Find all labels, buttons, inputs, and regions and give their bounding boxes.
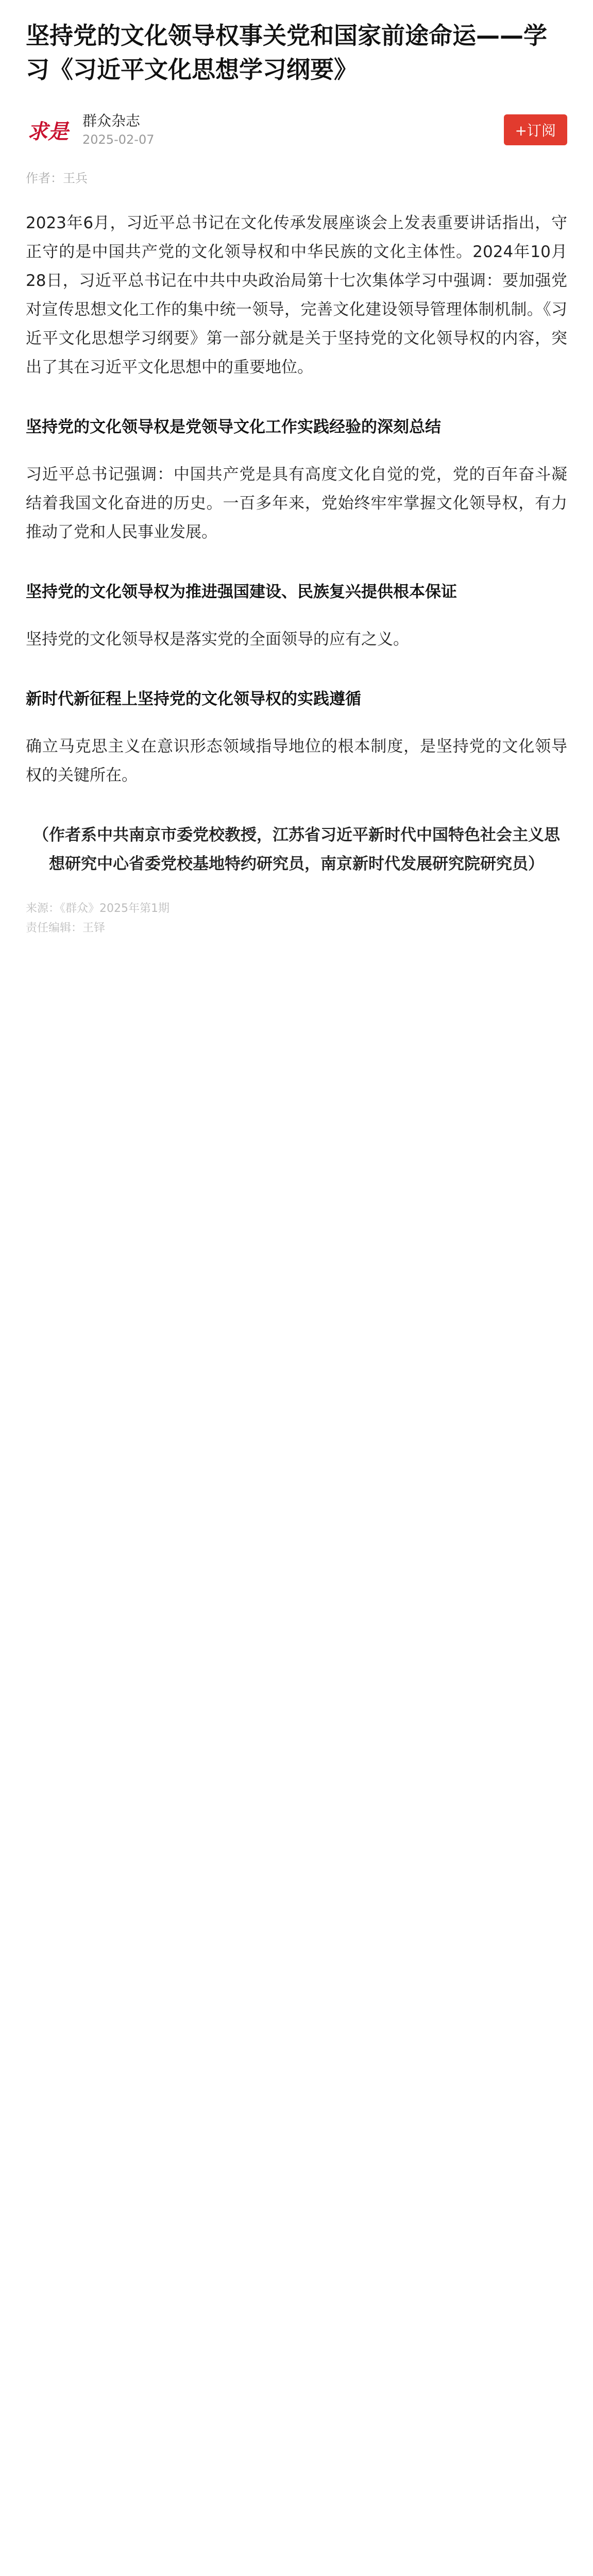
publisher-logo-icon: 求是 (27, 119, 69, 144)
paragraph: 2023年6月，习近平总书记在文化传承发展座谈会上发表重要讲话指出，守正守的是中国共产党的文化领导权和中华民族的文化主体性。2024年10月28日，习近平总书记在中共中央政治局第十七次集体学习中强调：要加强党对宣传思想文化工作的集中统一领导，完善文化建设领导管理体制机制。《习近平文化思想学习纲要》第一部分就是关于坚持党的文化领导权的内容，突出了其在习近平文化思想中的重要地位。 (26, 214, 567, 377)
article-page (0, 0, 593, 959)
publish-date: 2025-02-07 (82, 132, 155, 147)
author-info[interactable] (26, 111, 154, 148)
subscribe-button[interactable]: +订阅 (504, 114, 567, 145)
section-heading: 坚持党的文化领导权为推进强国建设、民族复兴提供根本保证 (26, 583, 457, 601)
byline: 作者：王兵 (26, 171, 88, 185)
section-heading: 坚持党的文化领导权是党领导文化工作实践经验的深刻总结 (26, 418, 441, 436)
author-note: （作者系中共南京市委党校教授，江苏省习近平新时代中国特色社会主义思想研究中心省委党校基地特约研究员，南京新时代发展研究院研究员） (33, 826, 560, 873)
author-text (82, 111, 154, 148)
author-bar (26, 109, 567, 150)
editor-line: 责任编辑：王铎 (26, 922, 106, 935)
section-heading: 新时代新征程上坚持党的文化领导权的实践遵循 (26, 690, 361, 708)
paragraph: 坚持党的文化领导权是落实党的全面领导的应有之义。 (26, 630, 409, 649)
paragraph: 习近平总书记强调：中国共产党是具有高度文化自觉的党，党的百年奋斗凝结着我国文化奋进的历史。一百多年来，党始终牢牢掌握文化领导权，有力推动了党和人民事业发展。 (26, 465, 567, 541)
author-name: 群众杂志 (82, 112, 141, 129)
source-line: 来源：《群众》2025年第1期 (26, 902, 170, 915)
paragraph: 确立马克思主义在意识形态领域指导地位的根本制度，是坚持党的文化领导权的关键所在。 (26, 737, 567, 785)
article-title: 坚持党的文化领导权事关党和国家前途命运——学习《习近平文化思想学习纲要》 (26, 22, 547, 83)
